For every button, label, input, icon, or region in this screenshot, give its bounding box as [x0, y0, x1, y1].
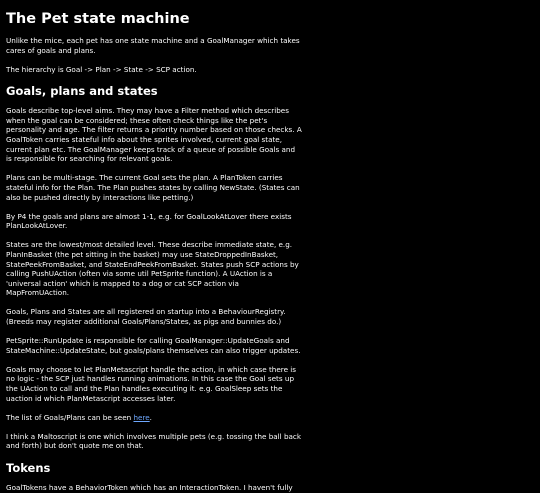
- plans-paragraph: Plans can be multi-stage. The current Goal sets the plan. A PlanToken carries stateful info for the Plan. The Plan pushes states by calling NewState. (States can also be pushed directly by interactions like petting.): [6, 173, 300, 202]
- section-heading-goals-plans-states: Goals, plans and states: [6, 84, 158, 99]
- goals-list-link[interactable]: here: [133, 412, 150, 422]
- section-heading-tokens: Tokens: [6, 460, 51, 475]
- intro-paragraph-1: Unlike the mice, each pet has one state machine and a GoalManager which takes cares of goals and plans.: [6, 36, 300, 55]
- p4-paragraph: By P4 the goals and plans are almost 1-1, e.g. for GoalLookAtLover there exists PlanLookAtLover.: [6, 211, 292, 231]
- goals-paragraph: Goals describe top-level aims. They may have a Filter method which describes when the goal can be considered; these often check things like the pet's personality and age. The filter returns a priority number based on those checks. A GoalToken carries stateful info about the sprites involved, current goal state, current plan etc. The GoalManager keeps track of a queue of possible Goals and is responsible for searching for relevant goals.: [6, 106, 302, 164]
- goals-list-period: .: [149, 412, 152, 422]
- metascript-paragraph: Goals may choose to let PlanMetascript handle the action, in which case there is no logic - the SCP just handles running animations. In this case the Goal sets up the UAction to call and the Plan handles executing it. e.g. GoalSleep sets the uaction id which PlanMetascript accesses later.: [6, 364, 297, 403]
- registry-paragraph: Goals, Plans and States are all registered on startup into a BehaviourRegistry. (Breeds may register additional Goals/Plans/States, as pigs and bunnies do.): [6, 307, 286, 326]
- states-paragraph: States are the lowest/most detailed level. These describe immediate state, e.g. PlanInBasket (the pet sitting in the basket) may use StateDroppedInBasket, StatePeekFromBasket, and StateEndPeekFromBasket. States push SCP actions by calling PushUAction (often via some util PetSprite function). A UAction is a 'universal action' which is mapped to a dog or cat SCP action via MapFromUAction.: [6, 240, 299, 298]
- goals-list-paragraph: [6, 413, 302, 423]
- runupdate-paragraph: PetSprite::RunUpdate is responsible for calling GoalManager::UpdateGoals and StateMachine::UpdateState, but goals/plans themselves can also trigger updates.: [6, 336, 301, 355]
- tokens-paragraph: GoalTokens have a BehaviorToken which has an InteractionToken. I haven't fully: [6, 482, 293, 492]
- goals-list-text: The list of Goals/Plans can be seen: [6, 412, 134, 422]
- maltoscript-paragraph: I think a Maltoscript is one which involves multiple pets (e.g. tossing the ball back and forth) but don't quote me on that.: [6, 431, 302, 451]
- intro-paragraph-2: The hierarchy is Goal -> Plan -> State -> SCP action.: [6, 64, 197, 74]
- page-title: The Pet state machine: [6, 11, 190, 27]
